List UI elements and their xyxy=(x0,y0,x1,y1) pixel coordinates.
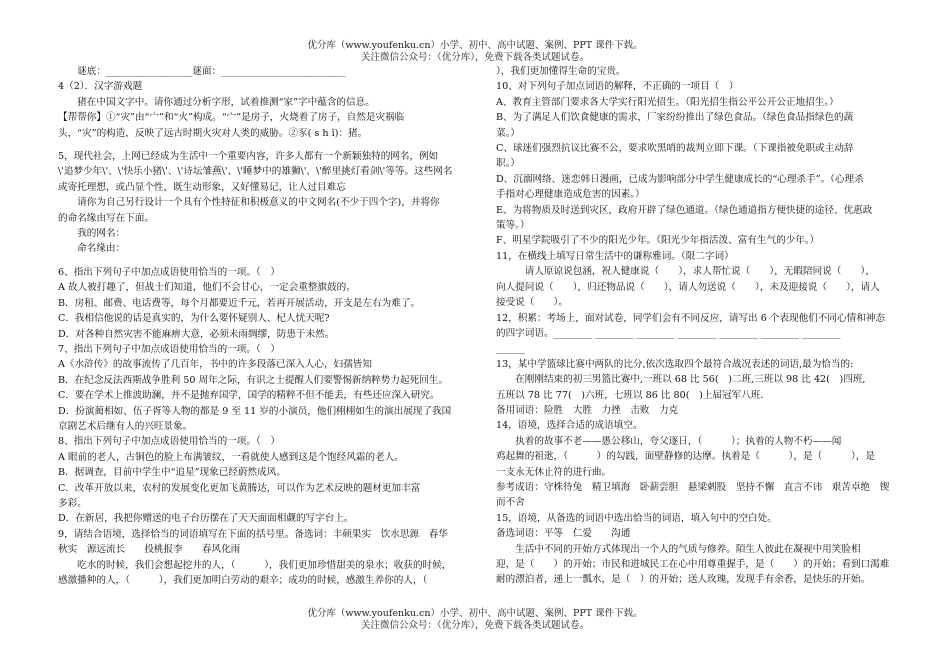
text-line: 多彩。 xyxy=(58,497,87,509)
text-line: C、球迷们强烈抗议比赛不公，要求吹黑哨的裁判立即下课。（下课指被免职或主动辞 xyxy=(496,143,854,155)
text-line: 菜。） xyxy=(496,127,520,139)
page-header xyxy=(0,40,950,64)
text-line: ），我们更加懂得生命的宝贵。 xyxy=(496,66,626,77)
text-line: A、教育主管部门要求各大学实行阳光招生。（阳光招生指公平公开公正地招生。） xyxy=(496,96,839,108)
header-line-1: 优分库（www.youfenku.cn）小学、初中、高中试题、案例、PPT 课件下载。 xyxy=(307,40,643,51)
text-line: 或寄托理想，或凸显个性，既生动形象，又好懂易记，让人过目难忘 xyxy=(58,181,346,193)
text-line: 8、指出下列句子中加点成语使用恰当的一项。（ ） xyxy=(58,436,280,448)
text-line: 15，语境，从备选的词语中选出恰当的词语，填入句中的空白处。 xyxy=(496,512,777,524)
text-line: 4（2）．汉字游戏题 xyxy=(58,81,143,93)
text-line: 秋实 源远流长 投桃报李 春风化雨 xyxy=(58,544,241,556)
text-line: 职。） xyxy=(496,158,520,170)
text-line: E、为将物质及时送到灾区，政府开辟了绿色通道。（绿色通道指方便快捷的途径、优惠政 xyxy=(496,204,873,216)
text-line: 感激播种的人，（ ），我们更加明白劳动的艰辛；成功的时候，感激生养你的人，（ xyxy=(58,575,447,586)
text-line: 7、指出下列句子中加点成语使用恰当的一项。（ ） xyxy=(58,343,280,355)
text-line: 五班以 78 比 77( )六班，七班以 86 比 80( )上届冠军八班． xyxy=(496,389,770,401)
text-line: C．我相信他说的话是真实的，为什么要怀疑别人、杞人忧天呢? xyxy=(58,313,330,325)
header-line-2: 关注微信公众号：（优分库），免费下载各类试题试卷。 xyxy=(360,52,589,63)
text-line: B、为了满足人们饮食健康的需求，厂家纷纷推出了绿色食品。（绿色食品指绿色的蔬 xyxy=(496,112,854,124)
text-line: A 故人被打趣了，但战士们知道，他们不会甘心，一定会重整旗鼓的。 xyxy=(58,282,356,294)
text-line: A 眼前的老人，古铜色的脸上布满皱纹，一看就使人感到这是个饱经风霜的老人。 xyxy=(58,451,404,463)
text-line: \'追梦少年\'、\'快乐小猪\'、\'诗坛雏燕\'、\'睡梦中的雄狮\'、\'醉里挑灯看剑\'等等。这些网名 xyxy=(58,166,453,178)
text-line: 备选词语：平等 仁爱 沟通 xyxy=(496,528,631,540)
text-line: 手指对心理健康造成危害的因素。） xyxy=(496,189,645,201)
text-line: 执着的故事不老——愚公移山，夸父逐日，（ ）；执着的人物不朽——闻 xyxy=(496,435,842,447)
text-line: 命名缘由： xyxy=(58,243,126,255)
text-line: D．对各种自然灾害不能麻痹大意，必须未雨绸缪，防患于未然。 xyxy=(58,328,335,340)
text-line: 9，请结合语境，选择恰当的词语填写在下面的括号里。备选词：丰硕果实 饮水思源 春华 xyxy=(58,528,448,540)
text-line: 向人提问说（ ），归还物品说（ ），请人勿送说（ ），未及迎接说（ ），请人 xyxy=(496,281,880,293)
text-line: 谜底：__________________谜面：__________________________ xyxy=(58,66,346,77)
text-line: 策等。） xyxy=(496,220,530,232)
text-line: 头，“灾”的构造，反映了远古时期火灾对人类的威胁。②豕( s h ǐ)：猪。 xyxy=(58,127,368,139)
text-line: C．改革开放以来，农村的发展变化更加飞黄腾达，可以作为艺术反映的题材更加丰富 xyxy=(58,482,421,494)
text-line: 备用词语：险胜 大胜 力挫 击败 力克 xyxy=(496,404,679,416)
text-line: 而不舍 xyxy=(496,497,525,509)
text-line: 的命名缘由写在下面。 xyxy=(58,212,154,224)
text-line: 请人原谅说包涵，祝人健康说（ ），求人帮忙说（ ），无暇陪同说（ ）， xyxy=(496,266,875,278)
page-footer xyxy=(0,608,950,632)
left-column xyxy=(58,64,476,588)
text-line: C．要在学术上推波助澜，并不是抛弃国学，国学的精粹不但不能丢，有些还应深入研究。 xyxy=(58,390,440,402)
text-line xyxy=(58,257,476,265)
text-line: 请你为自己另行设计一个具有个性特征和积极意义的中文网名(不少于四个字)，并将你 xyxy=(58,197,440,209)
text-line: D．在新居，我把你赠送的电子台历摆在了天天面面相觑的写字台上。 xyxy=(58,513,354,525)
footer-line-2: 关注微信公众号：（优分库），免费下载各类试题试卷。 xyxy=(360,620,589,631)
text-line: 13，某中学篮球比赛中两队的比分,依次选取四个最符合战况表述的词语,最为恰当的: xyxy=(496,358,854,370)
text-line: 我的网名： xyxy=(58,228,126,240)
text-line: 接受说（ ）。 xyxy=(496,297,568,309)
text-line: 吃水的时候，我们会想起挖井的人，（ ），我们更加珍惜甜美的泉水；收获的时候， xyxy=(58,559,452,571)
text-line: 10、对下列句子加点词语的解释，不正确的一项目（ ） xyxy=(496,81,739,93)
text-line: 12，积累：考场上，面对试卷，同学们会有不同反应，请写出 6 个表现他们不同心情和神态 xyxy=(496,312,885,324)
text-line: 14，语境，选择合适的成语填空。 xyxy=(496,420,643,432)
text-line: F、明星学院吸引了不少的阳光少年。（阳光少年指活泼、富有生气的少年。） xyxy=(496,235,820,247)
text-line: ______ xyxy=(496,343,525,355)
right-column xyxy=(496,64,904,588)
footer-line-1: 优分库（www.youfenku.cn）小学、初中、高中试题、案例、PPT 课件下载。 xyxy=(307,608,643,619)
text-line: 在刚刚结束的初三男篮比赛中,一班以 68 比 56( )二班,三班以 98 比 42( )四班, xyxy=(496,374,866,386)
text-line xyxy=(58,141,476,149)
text-line: D．扮演蔺相如、伍子胥等人物的都是 9 至 11 岁的小演员，他们栩栩如生的演出展现了我国 xyxy=(58,405,452,417)
text-line: 11，在横线上填写日常生活中的谦称雅词。（限二字词） xyxy=(496,250,734,262)
text-line: 一支永无休止符的进行曲。 xyxy=(496,466,612,478)
text-line: 5，现代社会，上网已经成为生活中一个重要内容，许多人都有一个新颖独特的网名，例如 xyxy=(58,151,439,163)
text-line: B．在纪念反法西斯战争胜利 50 周年之际，有识之士提醒人们要警惕新纳粹势力起死回生。 xyxy=(58,374,448,386)
text-line: 参考成语：守株待兔 精卫填海 卧薪尝胆 悬梁刺股 坚持不懈 直言不讳 艰苦卓绝 锲 xyxy=(496,481,890,493)
text-line: D、沉溺网络、迷恋韩日漫画，已成为影响部分中学生健康成长的“心理杀手”。（心理杀 xyxy=(496,173,864,185)
text-line: 【帮帮你】①“灾”由“宀”和“火”构成。“宀”是房子，火烧着了房子，自然是灾祸临 xyxy=(58,112,405,124)
text-line: 6、指出下列句子中加点成语使用恰当的一项。（ ） xyxy=(58,266,280,278)
text-line: 迎，是（ ）的开始；市民和进城民工在心中用尊重握手，是（ ）的开始；看到口渴难 xyxy=(496,559,890,570)
text-line: 耐的漂泊者，递上一瓢水，是（ ）的开始；送人玫瑰，发现手有余香，是快乐的开始。 xyxy=(496,574,871,586)
text-line: 生活中不同的开始方式体现出一个人的气质与修养。陌生人彼此在凝视中用笑脸相 xyxy=(496,543,861,555)
text-line: A《水浒传》的故事流传了几百年，书中的许多段落已深入人心，妇孺皆知 xyxy=(58,359,372,371)
text-line: 猪在中国文字中。请你通过分析字形，试着推测“家”字中蕴含的信息。 xyxy=(58,96,375,108)
text-line: B．据调查，目前中学生中“追星”现象已经蔚然成风。 xyxy=(58,467,286,479)
text-line: 的四字词语。________ ________ ________ ________ ________ ________ ________ xyxy=(496,327,841,339)
text-line: 京剧艺术后继有人的兴旺景象。 xyxy=(58,420,193,432)
text-line: 鸡起舞的祖逖，（ ）的勾践，面壁静修的达摩。执着是（ ），是（ ），是 xyxy=(496,451,875,463)
text-line: B．房租、邮费、电话费等，每个月都要近千元，若再开展活动，开支是左右为难了。 xyxy=(58,297,421,309)
